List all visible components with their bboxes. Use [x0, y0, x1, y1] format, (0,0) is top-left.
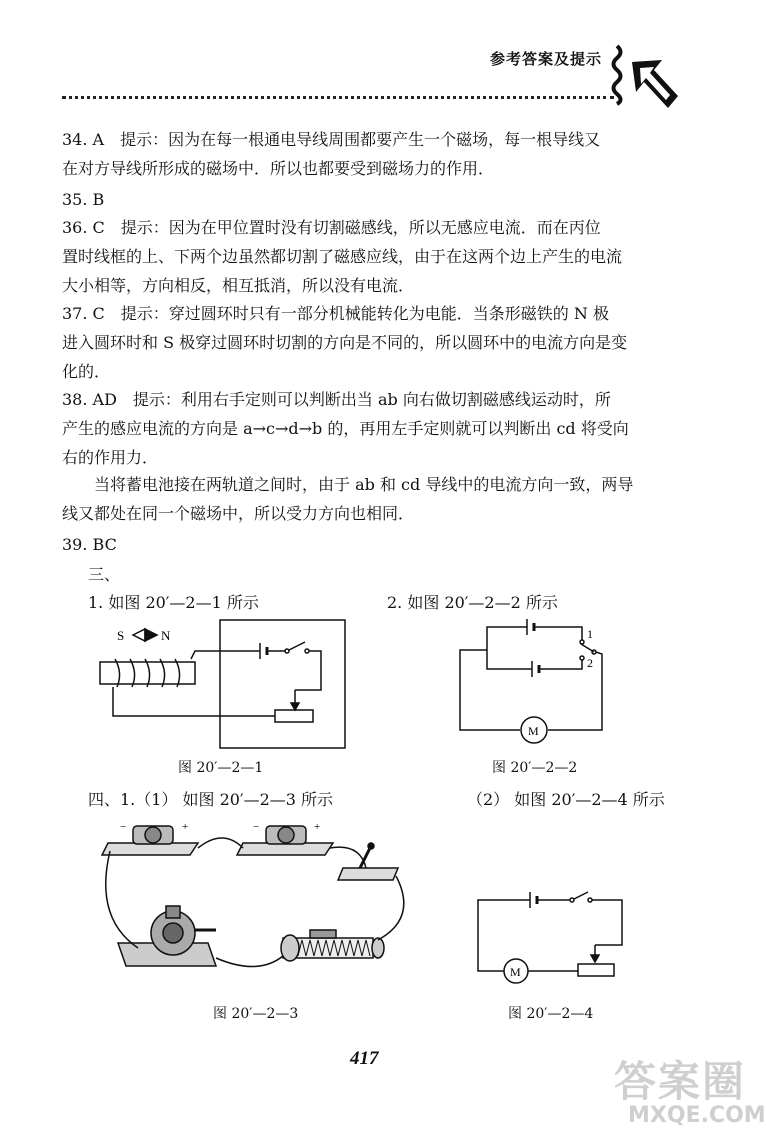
watermark-line-2: MXQE.COM	[628, 1103, 766, 1128]
section-3-heading: 三、	[88, 565, 121, 584]
figure-20-2-2-caption: 图 20′—2—2	[492, 760, 578, 776]
figure-20-2-1	[95, 615, 355, 755]
page-number: 417	[350, 1048, 379, 1069]
fig2-motor-label: M	[528, 724, 539, 738]
answer-39	[62, 530, 684, 559]
figure-20-2-4	[470, 885, 640, 995]
fig3-meter1-plus: +	[182, 821, 189, 833]
answer-37	[62, 299, 684, 386]
answer-38b-line-2: 线又都处在同一个磁场中，所以受力方向也相同．	[62, 504, 415, 523]
watermark-line-1: 答案圈	[614, 1057, 747, 1106]
figure-20-2-3-caption: 图 20′—2—3	[213, 1006, 299, 1022]
figure-20-2-1-caption: 图 20′—2—1	[178, 760, 264, 776]
figure-20-2-4-caption: 图 20′—2—4	[508, 1006, 594, 1022]
header-arrow-icon	[628, 56, 680, 112]
answer-34	[62, 125, 684, 183]
fig4-motor-label: M	[510, 965, 521, 979]
answer-38-line-2: 产生的感应电流的方向是 a→c→d→b 的，再用左手定则就可以判断出 cd 将受向	[62, 419, 629, 438]
fig2-switch-position-2: 2	[587, 656, 593, 670]
fig3-meter2-plus: +	[314, 821, 321, 833]
section-3-item-2: 2. 如图 20′—2—2 所示	[387, 593, 558, 612]
answer-39-line-1: 39. BC	[62, 535, 117, 554]
watermark	[614, 1057, 766, 1128]
section-3-item-1: 1. 如图 20′—2—1 所示	[88, 593, 259, 612]
section-4-item-2: （2） 如图 20′—2—4 所示	[467, 790, 665, 809]
header-dotted-rule	[62, 96, 614, 99]
answer-35-line-1: 35. B	[62, 190, 105, 209]
answer-37-line-3: 化的．	[62, 362, 111, 381]
fig1-s-label: S	[117, 628, 125, 643]
answer-38b-line-1: 当将蓄电池接在两轨道之间时，由于 ab 和 cd 导线中的电流方向一致，两导	[62, 475, 634, 494]
answer-36-line-3: 大小相等，方向相反，相互抵消，所以没有电流．	[62, 276, 415, 295]
fig2-switch-position-1: 1	[587, 627, 593, 641]
answer-36	[62, 213, 684, 300]
answer-38	[62, 385, 684, 472]
running-header-title: 参考答案及提示	[490, 50, 603, 68]
fig3-meter2-minus: −	[253, 821, 260, 833]
answer-37-line-1: 37. C 提示：穿过圆环时只有一部分机械能转化为电能．当条形磁铁的 N 极	[62, 304, 609, 323]
figure-20-2-2	[452, 612, 622, 752]
answer-36-line-1: 36. C 提示：因为在甲位置时没有切割磁感线，所以无感应电流．而在丙位	[62, 218, 601, 237]
answer-35	[62, 185, 684, 214]
section-4-item-1: 四、1.（1） 如图 20′—2—3 所示	[88, 790, 334, 809]
fig3-meter1-minus: −	[120, 821, 127, 833]
answer-34-line-1: 34. A 提示：因为在每一根通电导线周围都要产生一个磁场，每一根导线又	[62, 130, 601, 149]
answer-38-line-1: 38. AD 提示：利用右手定则可以判断出当 ab 向右做切割磁感线运动时，所	[62, 390, 611, 409]
answer-34-line-2: 在对方导线所形成的磁场中．所以也都要受到磁场力的作用．	[62, 159, 495, 178]
answer-38-continued	[62, 470, 684, 528]
answer-36-line-2: 置时线框的上、下两个边虽然都切割了磁感应线，由于在这两个边上产生的电流	[62, 247, 623, 266]
answer-38-line-3: 右的作用力．	[62, 448, 159, 467]
figure-20-2-3	[98, 818, 428, 998]
answer-37-line-2: 进入圆环时和 S 极穿过圆环时切割的方向是不同的，所以圆环中的电流方向是变	[62, 333, 628, 352]
fig1-n-label: N	[161, 628, 171, 643]
header-wave-ornament	[608, 44, 626, 104]
